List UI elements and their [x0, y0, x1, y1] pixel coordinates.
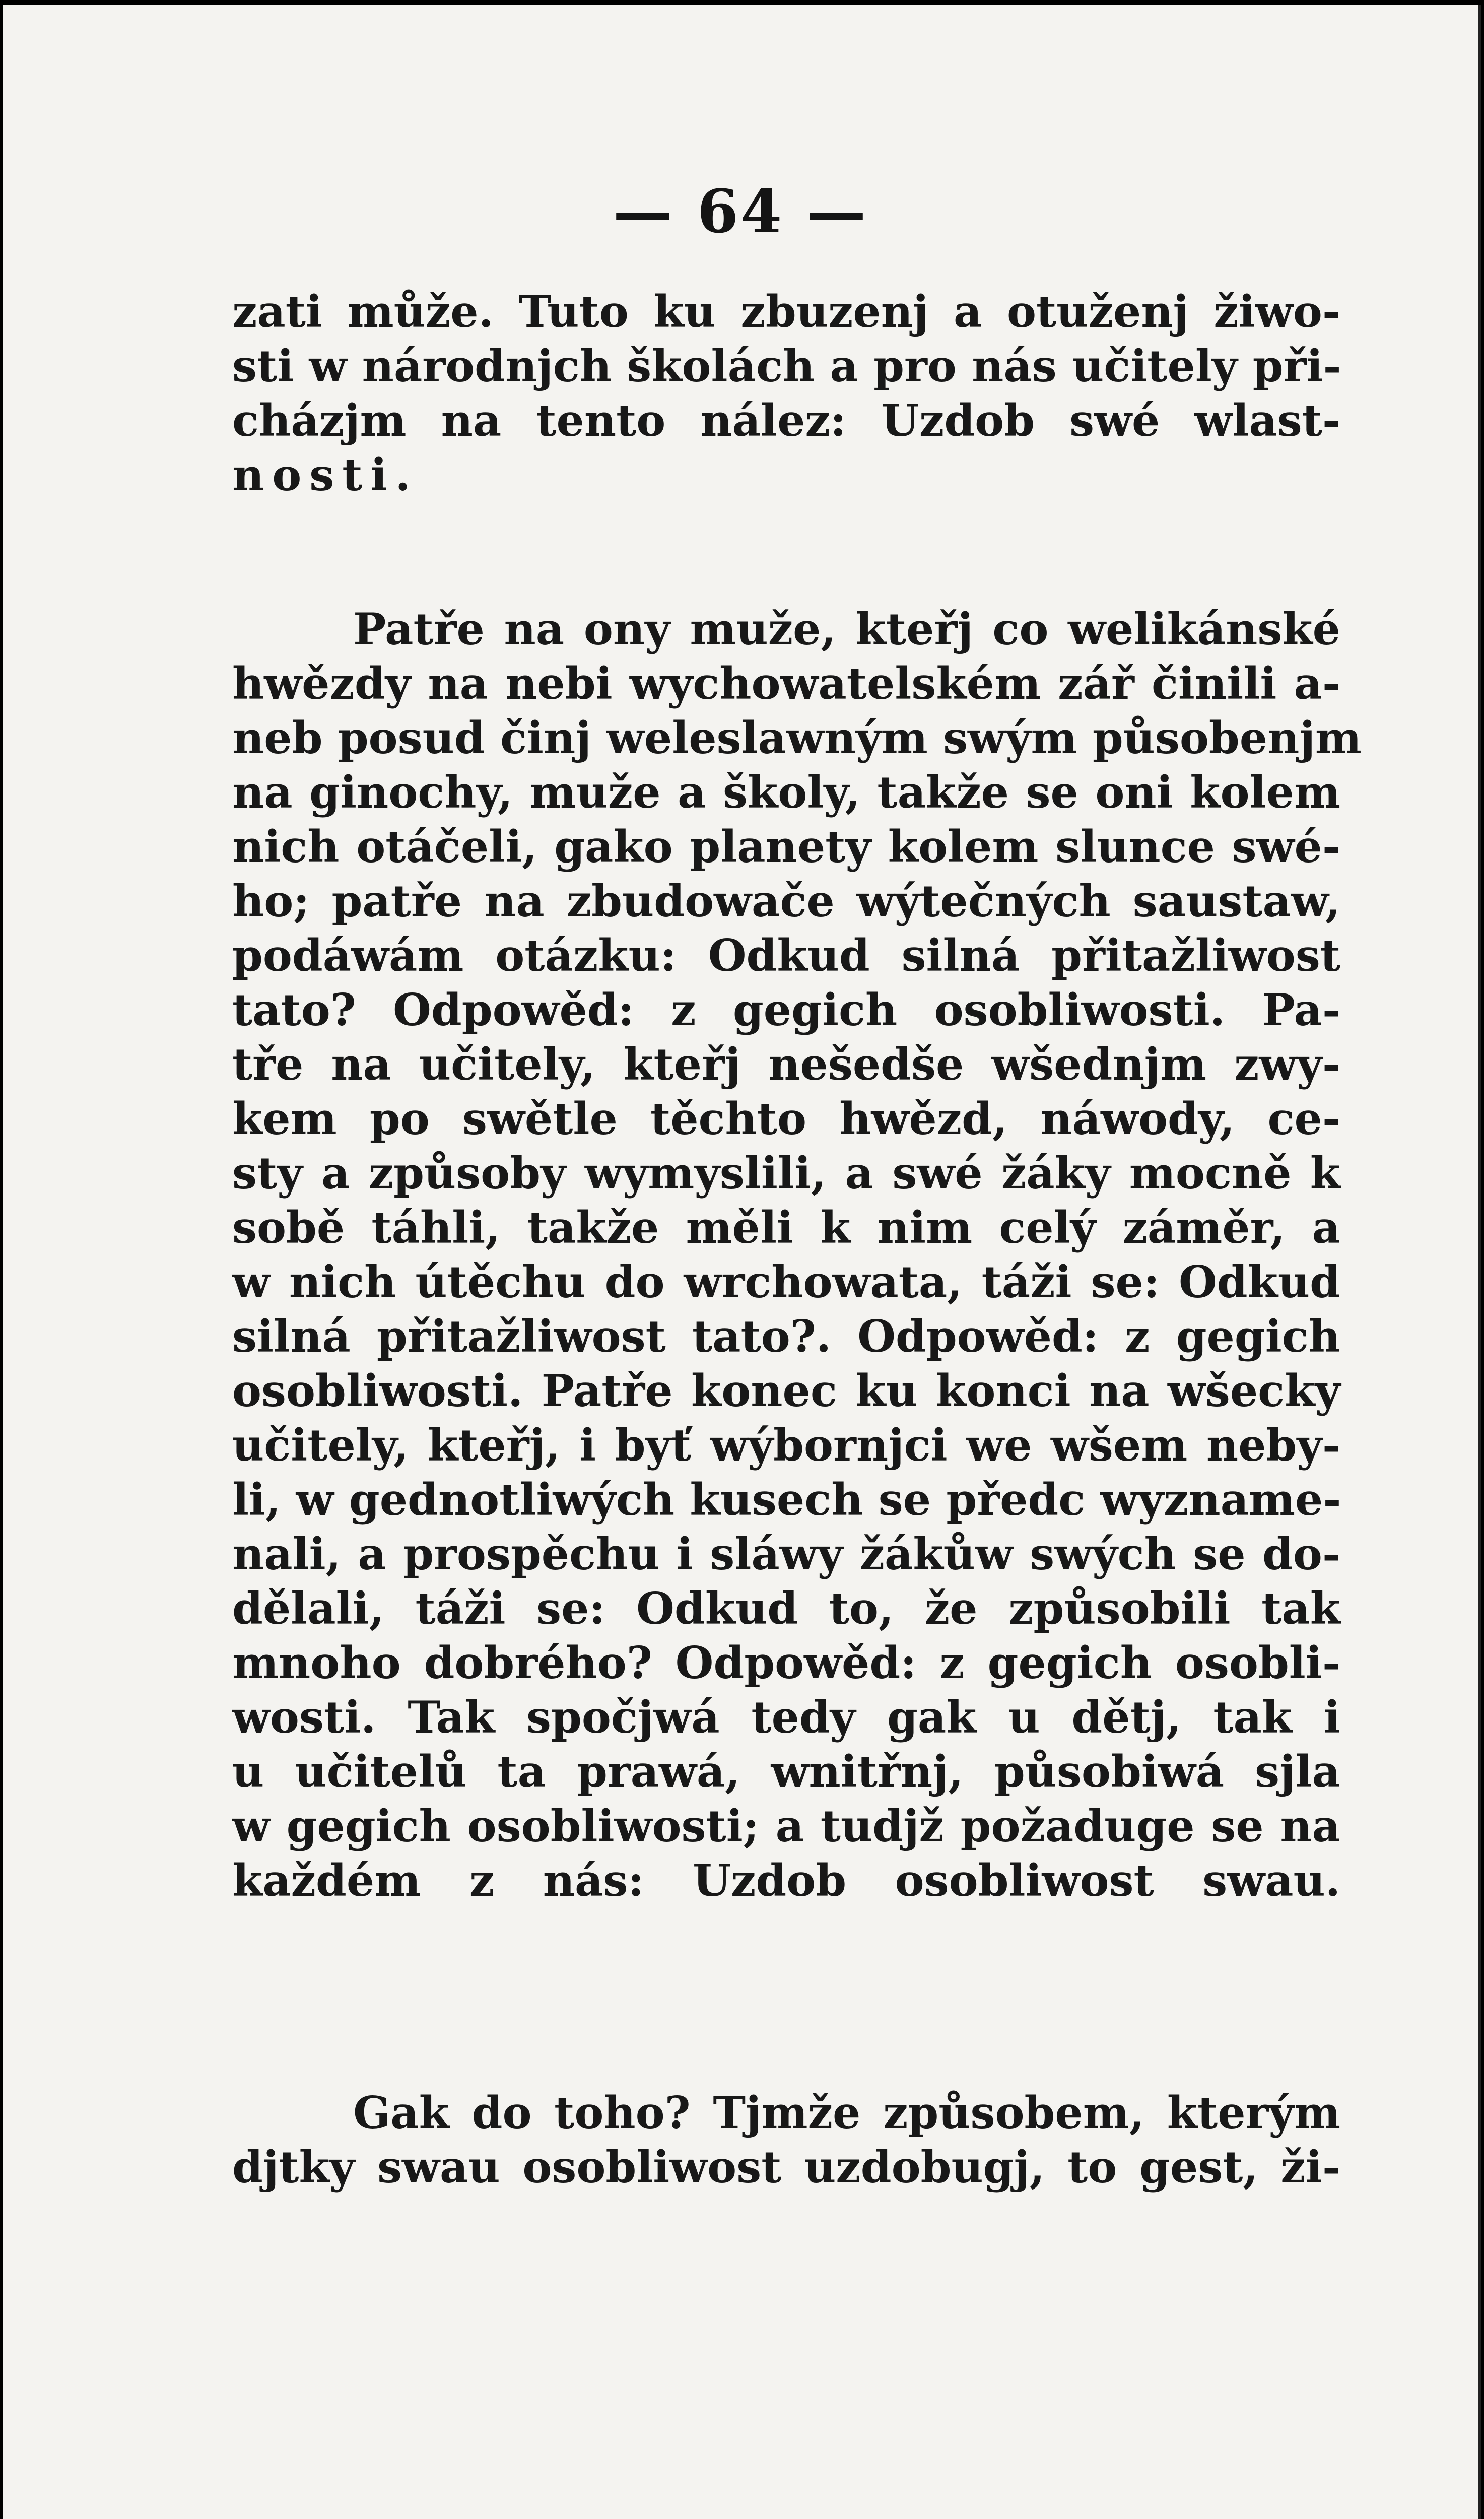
text-line: Gak do toho? Tjmže způsobem, kterým [353, 2087, 1340, 2139]
text-line: tato? Odpowěd: z gegich osobliwosti. Pa- [232, 984, 1340, 1036]
paragraph-1 [232, 285, 1340, 502]
text-line: nosti. [232, 449, 419, 501]
text-line: podáwám otázku: Odkud silná přitažliwost [232, 930, 1340, 981]
text-line: na ginochy, muže a školy, takže se oni kolem [232, 766, 1340, 818]
text-line: ho; patře na zbudowače wýtečných saustaw, [232, 875, 1340, 927]
text-line: wosti. Tak spočjwá tedy gak u dětj, tak i [232, 1691, 1340, 1743]
text-line: sobě táhli, takže měli k nim celý záměr, a [232, 1202, 1340, 1253]
text-line: hwězdy na nebi wychowatelském zář činili a- [232, 657, 1340, 709]
text-line: Patře na ony muže, kteřj co welikánské [353, 603, 1340, 655]
text-line: nich otáčeli, gako planety kolem slunce swé- [232, 821, 1340, 873]
text-line: každém z nás: Uzdob osobliwost swau. [232, 1854, 1340, 1906]
text-line: silná přitažliwost tato?. Odpowěd: z gegich [232, 1310, 1340, 1362]
text-line: kem po swětle těchto hwězd, náwody, ce- [232, 1093, 1340, 1145]
text-line: neb posud činj weleslawným swým působenjm [232, 712, 1362, 764]
paragraph-2 [232, 602, 1362, 1908]
text-line: nali, a prospěchu i sláwy žákůw swých se do- [232, 1528, 1340, 1580]
paragraph-3 [232, 2086, 1340, 2195]
text-line: sti w národnjch školách a pro nás učitely při- [232, 340, 1341, 392]
text-line: učitely, kteřj, i byť wýbornjci we wšem neby- [232, 1419, 1340, 1471]
text-line: cházjm na tento nález: Uzdob swé wlast- [232, 394, 1340, 446]
book-page [3, 5, 1481, 2519]
text-line: mnoho dobrého? Odpowěd: z gegich osobli- [232, 1637, 1340, 1689]
text-line: dělali, táži se: Odkud to, že způsobili tak [232, 1582, 1340, 1634]
text-line: djtky swau osobliwost uzdobugj, to gest, ži- [232, 2141, 1340, 2193]
text-line: li, w gednotliwých kusech se předc wyzname- [232, 1474, 1341, 1526]
text-line: osobliwosti. Patře konec ku konci na wšecky [232, 1365, 1340, 1417]
text-line: w gegich osobliwosti; a tudjž požaduge se na [232, 1800, 1340, 1852]
text-line: tře na učitely, kteřj nešedše wšednjm zwy- [232, 1038, 1340, 1090]
text-line: w nich útěchu do wrchowata, táži se: Odkud [232, 1256, 1340, 1308]
text-line: u učitelů ta prawá, wnitřnj, působiwá sjla [232, 1746, 1340, 1798]
text-line: zati může. Tuto ku zbuzenj a otuženj žiwo- [232, 286, 1340, 338]
text-line: sty a způsoby wymyslili, a swé žáky mocně k [232, 1147, 1340, 1199]
page-number: — 64 — [613, 176, 868, 246]
